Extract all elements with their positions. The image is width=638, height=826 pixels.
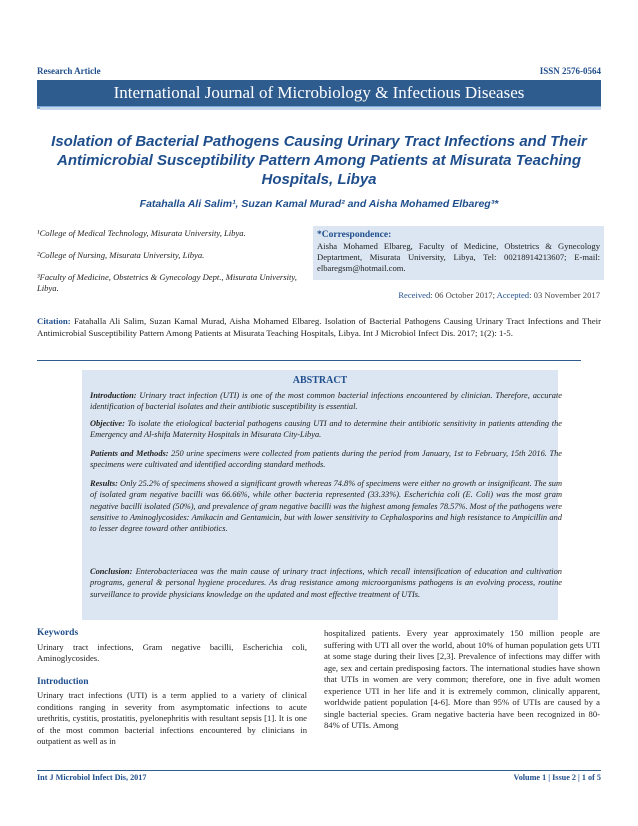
affiliation-2: ²College of Nursing, Misurata University, Libya. xyxy=(37,250,205,260)
received-label: Received xyxy=(398,290,431,300)
abstract-text: Only 25.2% of specimens showed a significant growth whereas 74.8% of specimens were either no growth or insignificant. The sum of isolated gram negative bacilli was 66.66%, while other bacteria represented (33.33%). Escherichia coli (E. Coli) was the most gram negative bacilli isolated (50%), and prevalence of gram negative bacilli was the highest among females 78.57%. Most of the pathogens were sensitive to Aminoglycosides: Amikacin and Gentamicin, but with lower sensitivity to Cephalosporins and high resistance to Ampicillin and to lesser degree toward other antibiotics. xyxy=(90,479,562,534)
introduction-heading: Introduction xyxy=(37,676,89,687)
affiliation-1: ¹College of Medical Technology, Misurata University, Libya. xyxy=(37,228,246,238)
abstract-introduction xyxy=(90,390,562,413)
keywords-text: Urinary tract infections, Gram negative bacilli, Escherichia coli, Aminoglycosides. xyxy=(37,641,307,663)
citation-text: Fatahalla Ali Salim, Suzan Kamal Murad, Aisha Mohamed Elbareg. Isolation of Bacterial Pathogens Causing Urinary Tract Infections and Their Antimicrobial Susceptibility Pattern Among Patients at Misurata Teaching Hospitals, Libya. Int J Microbiol Infect Dis. 2017; 1(2): 1-5. xyxy=(37,316,601,338)
abstract-label: Objective: xyxy=(90,419,125,428)
journal-banner: International Journal of Microbiology & Infectious Diseases xyxy=(37,80,601,109)
abstract-methods xyxy=(90,448,562,471)
banner-shadow xyxy=(40,107,601,110)
abstract-box xyxy=(82,370,563,620)
top-bar xyxy=(37,66,601,78)
footer-divider xyxy=(37,770,601,771)
correspondence-box xyxy=(313,226,604,280)
accepted-label: Accepted xyxy=(496,290,530,300)
affiliation-3: ³Faculty of Medicine, Obstetrics & Gynecology Dept., Misurata University, Libya. xyxy=(37,272,297,293)
citation xyxy=(37,316,601,339)
keywords-heading: Keywords xyxy=(37,628,79,638)
received-date: : 06 October 2017; xyxy=(430,290,497,300)
abstract-conclusion xyxy=(90,566,562,600)
abstract-text: Urinary tract infection (UTI) is one of the most common bacterial infections encountered by clinician. Therefore, accurate identification of bacterial isolates and their antibiotic susceptibility is essential. xyxy=(90,391,562,412)
article-type: Research Article xyxy=(37,66,101,76)
abstract-text: 250 urine specimens were collected from patients during the period from January, 1st to February, 15th 2016. The specimens were cultivated and identified according standard methods. xyxy=(90,449,563,470)
paper-title: Isolation of Bacterial Pathogens Causing Urinary Tract Infections and Their Antimicrobial Susceptibility Pattern Among Patients at Misurata Teaching Hospitals, Libya xyxy=(51,133,587,188)
introduction-text: Urinary tract infections (UTI) is a term applied to a variety of clinical conditions ranging in severity from asymptomatic infections to acute urethritis, cystitis, prostatitis, pyelonephritis with resultant sepsis [1]. It is one of the most common bacterial infections encountered by clinicians in outpatient as well as in xyxy=(37,690,307,746)
accepted-date: : 03 November 2017 xyxy=(529,290,600,300)
abstract-label: Conclusion: xyxy=(90,567,133,576)
dates xyxy=(313,290,600,300)
abstract-label: Results: xyxy=(90,479,118,488)
affiliations xyxy=(37,228,307,305)
divider xyxy=(37,360,581,361)
abstract-text: To isolate the etiological bacterial pathogens causing UTI and to determine their antibiotic sensitivity in patients attending the Emergency and Al-shifa Maternity Hospitals in Misurata City-Libya. xyxy=(90,419,562,440)
footer-page: Volume 1 | Issue 2 | 1 of 5 xyxy=(513,773,601,782)
issn: ISSN 2576-0564 xyxy=(539,66,601,76)
abstract-label: Patients and Methods: xyxy=(90,449,169,458)
authors: Fatahalla Ali Salim¹, Suzan Kamal Murad² and Aisha Mohamed Elbareg³* xyxy=(139,198,499,210)
correspondence-title: *Correspondence: xyxy=(317,230,392,240)
citation-label: Citation: xyxy=(37,316,71,326)
abstract-text: Enterobacteriacea was the main cause of urinary tract infections, which recall intensification of education and cultivation programs, general & personal hygiene procedures. As drug resistance among microorganisms pathogens is an evolving process, routine surveillance to provide physicians knowledge on the updated and most effective treatment of UTIs. xyxy=(90,567,562,599)
abstract-title: ABSTRACT xyxy=(292,375,348,386)
left-column xyxy=(37,628,307,760)
right-column: hospitalized patients. Every year approximately 150 million people are suffering with UTI all over the world, about 10% of human population gets UTI at some stage during their lives [2,3]. Prevalence of infections may differ with age, sex and certain predisposing factors. The international studies have shown that UTIs in women are very common; therefore, one in five adult women experience UTI in her life and it is extremely common, clinically apparent, worldwide patient population [4-6]. More than 95% of UTIs are caused by a single bacterial species. Gram negative bacteria have been recognized in 80-84% of UTIs. Among xyxy=(324,628,600,730)
abstract-objective xyxy=(90,418,562,441)
abstract-label: Introduction: xyxy=(90,391,137,400)
correspondence-body: Aisha Mohamed Elbareg, Faculty of Medicine, Obstetrics & Gynecology Deptartment, Misurata University, Libya, Tel: 00218914213607; E-mail: elbaregsm@hotmail.com. xyxy=(317,241,600,273)
footer-journal: Int J Microbiol Infect Dis, 2017 xyxy=(37,773,147,782)
abstract-results xyxy=(90,478,562,534)
